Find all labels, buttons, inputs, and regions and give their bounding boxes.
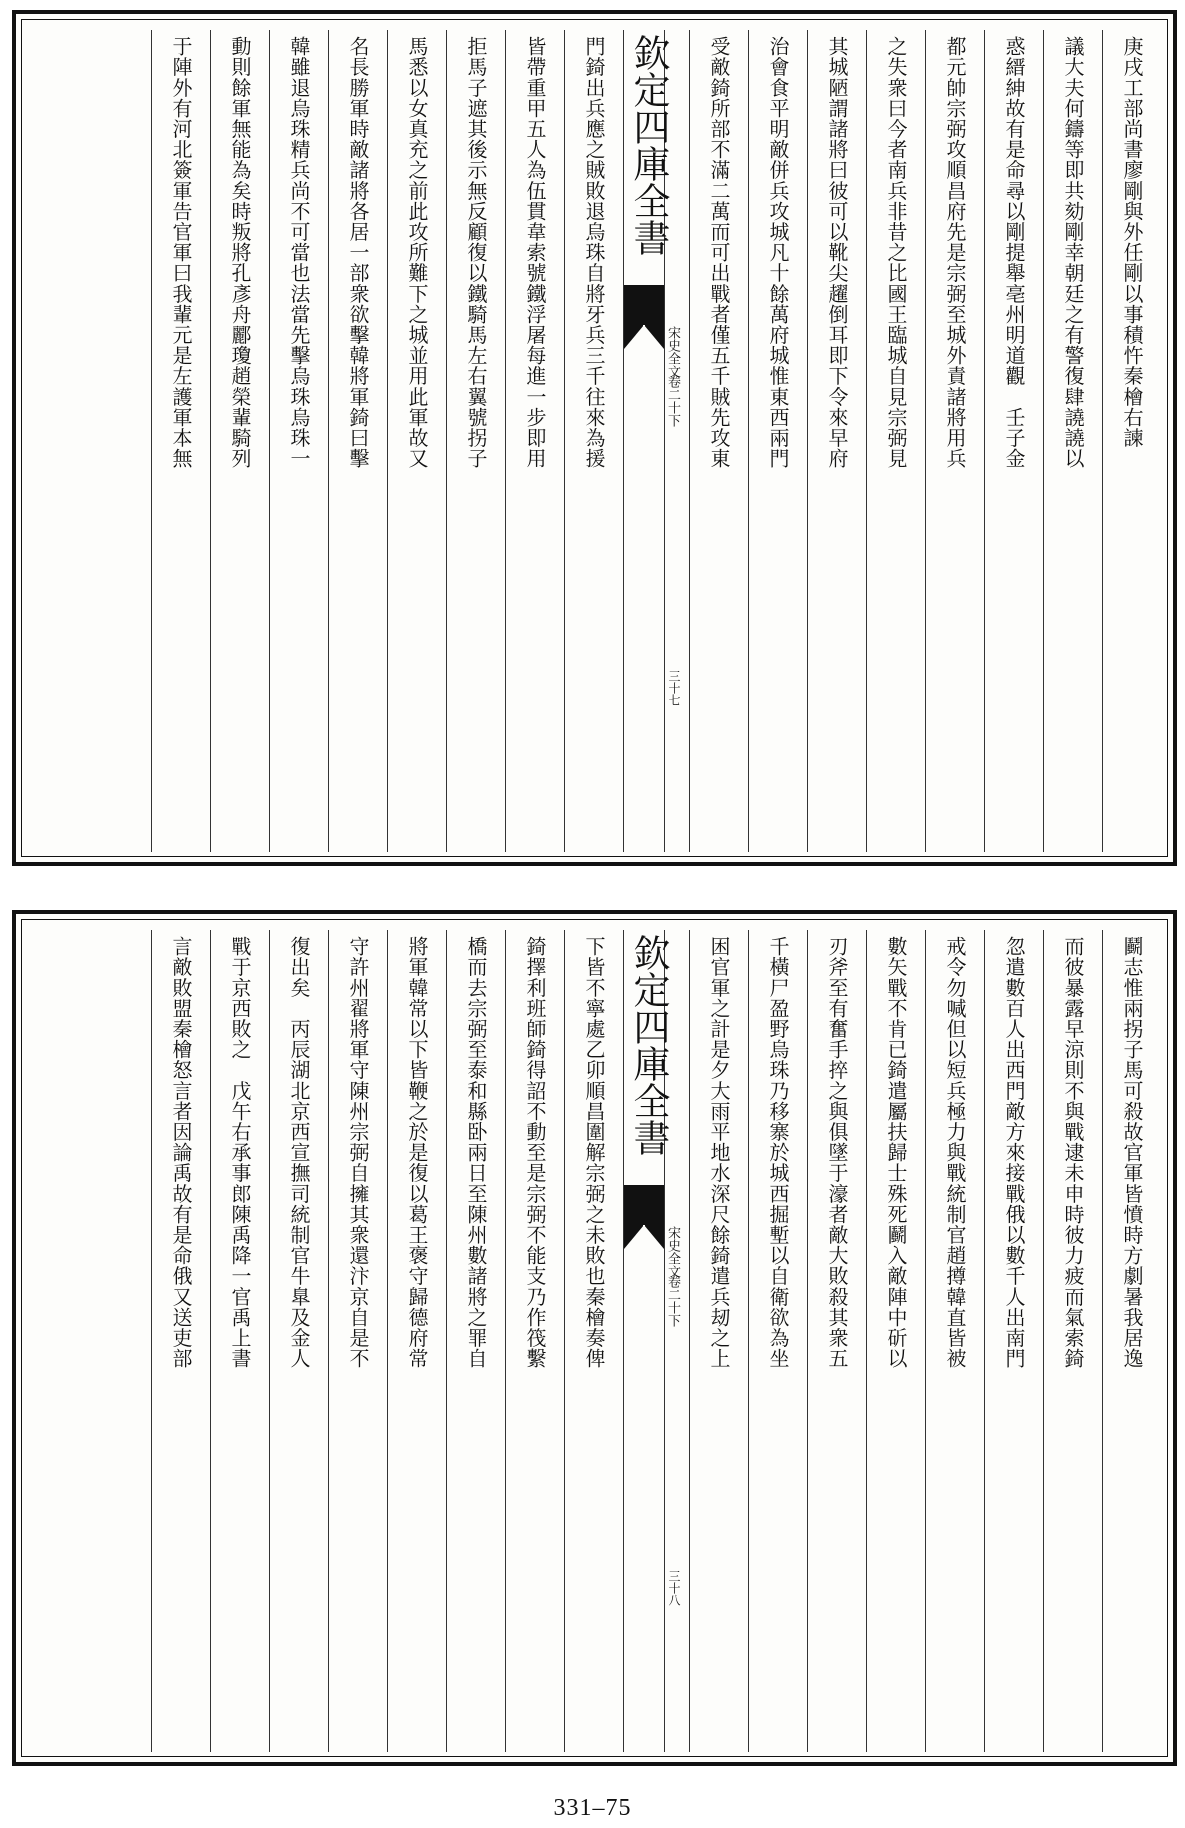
column-text: 于陣外有河北簽軍告官軍曰我輩元是左護軍本無 <box>169 36 193 469</box>
column-text: 都元帥宗弼攻順昌府先是宗弼至城外責諸將用兵 <box>943 36 967 469</box>
text-column <box>689 30 748 852</box>
text-column <box>1102 930 1161 1752</box>
text-column <box>689 930 748 1752</box>
text-column <box>807 930 866 1752</box>
column-text: 守許州翟將軍守陳州宗弼自擁其衆還汴京自是不 <box>346 936 370 1369</box>
volume-label: 卷二十下 <box>665 1275 680 1327</box>
text-column <box>269 30 328 852</box>
column-text: 下皆不寧處乙卯順昌圍解宗弼之未敗也秦檜奏俾 <box>582 936 606 1369</box>
page-number: 331–75 <box>553 1795 632 1821</box>
text-column <box>328 930 387 1752</box>
text-column <box>505 930 564 1752</box>
column-text: 刃斧至有奮手捽之與俱墜于濠者敵大敗殺其衆五 <box>825 936 849 1369</box>
column-text: 惑縉紳故有是命尋以剛提舉亳州明道觀 壬子金 <box>1002 36 1026 469</box>
text-column <box>1102 30 1161 852</box>
upper-folio-page <box>12 10 1177 866</box>
text-column <box>807 30 866 852</box>
column-text: 之失衆曰今者南兵非昔之比國王臨城自見宗弼見 <box>884 36 908 469</box>
column-text: 橋而去宗弼至泰和縣卧兩日至陳州數諸將之罪自 <box>464 936 488 1369</box>
column-text: 而彼暴露早涼則不與戰逮未申時彼力疲而氣索錡 <box>1061 936 1085 1369</box>
column-text: 言敵敗盟秦檜怒言者因論禹故有是命俄又送吏部 <box>169 936 193 1369</box>
text-column <box>387 30 446 852</box>
lower-text-columns <box>151 930 1161 1752</box>
column-text: 錡擇利班師錡得詔不動至是宗弼不能支乃作筏繫 <box>523 936 547 1369</box>
column-text: 數矢戰不肯已錡遣屬扶歸士殊死鬬入敵陣中斫以 <box>884 936 908 1369</box>
text-column <box>446 930 505 1752</box>
column-text: 名長勝軍時敵諸將各居一部衆欲擊韓將軍錡曰擊 <box>346 36 370 469</box>
text-column <box>748 930 807 1752</box>
column-text: 受敵錡所部不滿二萬而可出戰者僅五千賊先攻東 <box>707 36 731 469</box>
column-text: 忽遣數百人出西門敵方來接戰俄以數千人出南門 <box>1002 936 1026 1369</box>
text-column <box>866 30 925 852</box>
fishtail-mark-icon <box>624 285 664 349</box>
book-title: 欽定四庫全書 <box>627 934 670 1156</box>
text-column <box>925 30 984 852</box>
book-name: 宋史全文 <box>665 1226 680 1278</box>
text-column <box>210 30 269 852</box>
column-text: 其城陋謂諸將曰彼可以靴尖趯倒耳即下令來早府 <box>825 36 849 469</box>
text-column <box>151 930 210 1752</box>
text-column <box>564 30 623 852</box>
text-column <box>925 930 984 1752</box>
column-text: 韓雖退烏珠精兵尚不可當也法當先擊烏珠烏珠一 <box>287 36 311 469</box>
column-text: 困官軍之計是夕大雨平地水深尺餘錡遣兵刼之上 <box>707 936 731 1369</box>
column-text: 皆帶重甲五人為伍貫韋索號鐵浮屠每進一步即用 <box>523 36 547 469</box>
column-text: 馬悉以女真充之前此攻所難下之城並用此軍故又 <box>405 36 429 469</box>
folio-number: 三十八 <box>667 1570 681 1606</box>
center-strip <box>623 30 689 852</box>
column-text: 戰于京西敗之 戊午右承事郎陳禹降一官禹上書 <box>228 936 252 1369</box>
text-column <box>269 930 328 1752</box>
folio-number: 三十七 <box>667 670 681 706</box>
text-column <box>446 30 505 852</box>
text-column <box>505 30 564 852</box>
column-text: 拒馬子遮其後示無反顧復以鐵騎馬左右翼號拐子 <box>464 36 488 469</box>
column-text: 鬬志惟兩拐子馬可殺故官軍皆憤時方劇暑我居逸 <box>1120 936 1144 1369</box>
column-text: 庚戌工部尚書廖剛與外任剛以事積忤秦檜右諫 <box>1120 36 1144 448</box>
text-column <box>151 30 210 852</box>
book-title: 欽定四庫全書 <box>627 34 670 256</box>
fishtail-mark-icon <box>624 1185 664 1249</box>
center-strip <box>623 930 689 1752</box>
text-column <box>210 930 269 1752</box>
column-text: 門錡出兵應之賊敗退烏珠自將牙兵三千往來為援 <box>582 36 606 469</box>
column-text: 戒令勿喊但以短兵極力與戰統制官趙撙韓直皆被 <box>943 936 967 1369</box>
upper-text-columns <box>151 30 1161 852</box>
column-text: 復出矣 丙辰湖北京西宣撫司統制官牛臯及金人 <box>287 936 311 1369</box>
column-text: 動則餘軍無能為矣時叛將孔彥舟酈瓊趙榮輩騎列 <box>228 36 252 469</box>
text-column <box>328 30 387 852</box>
text-column <box>866 930 925 1752</box>
volume-label: 卷二十下 <box>665 375 680 427</box>
text-column <box>1043 930 1102 1752</box>
lower-folio-page <box>12 910 1177 1766</box>
book-name: 宋史全文 <box>665 326 680 378</box>
text-column <box>564 930 623 1752</box>
column-text: 治會食平明敵併兵攻城凡十餘萬府城惟東西兩門 <box>766 36 790 469</box>
column-text: 將軍韓常以下皆鞭之於是復以葛王褒守歸德府常 <box>405 936 429 1369</box>
text-column <box>1043 30 1102 852</box>
column-text: 議大夫何鑄等即共劾剛幸朝廷之有警復肆譊譊以 <box>1061 36 1085 469</box>
text-column <box>387 930 446 1752</box>
text-column <box>984 930 1043 1752</box>
column-text: 千橫尸盈野烏珠乃移寨於城西掘塹以自衛欲為坐 <box>766 936 790 1369</box>
text-column <box>748 30 807 852</box>
text-column <box>984 30 1043 852</box>
